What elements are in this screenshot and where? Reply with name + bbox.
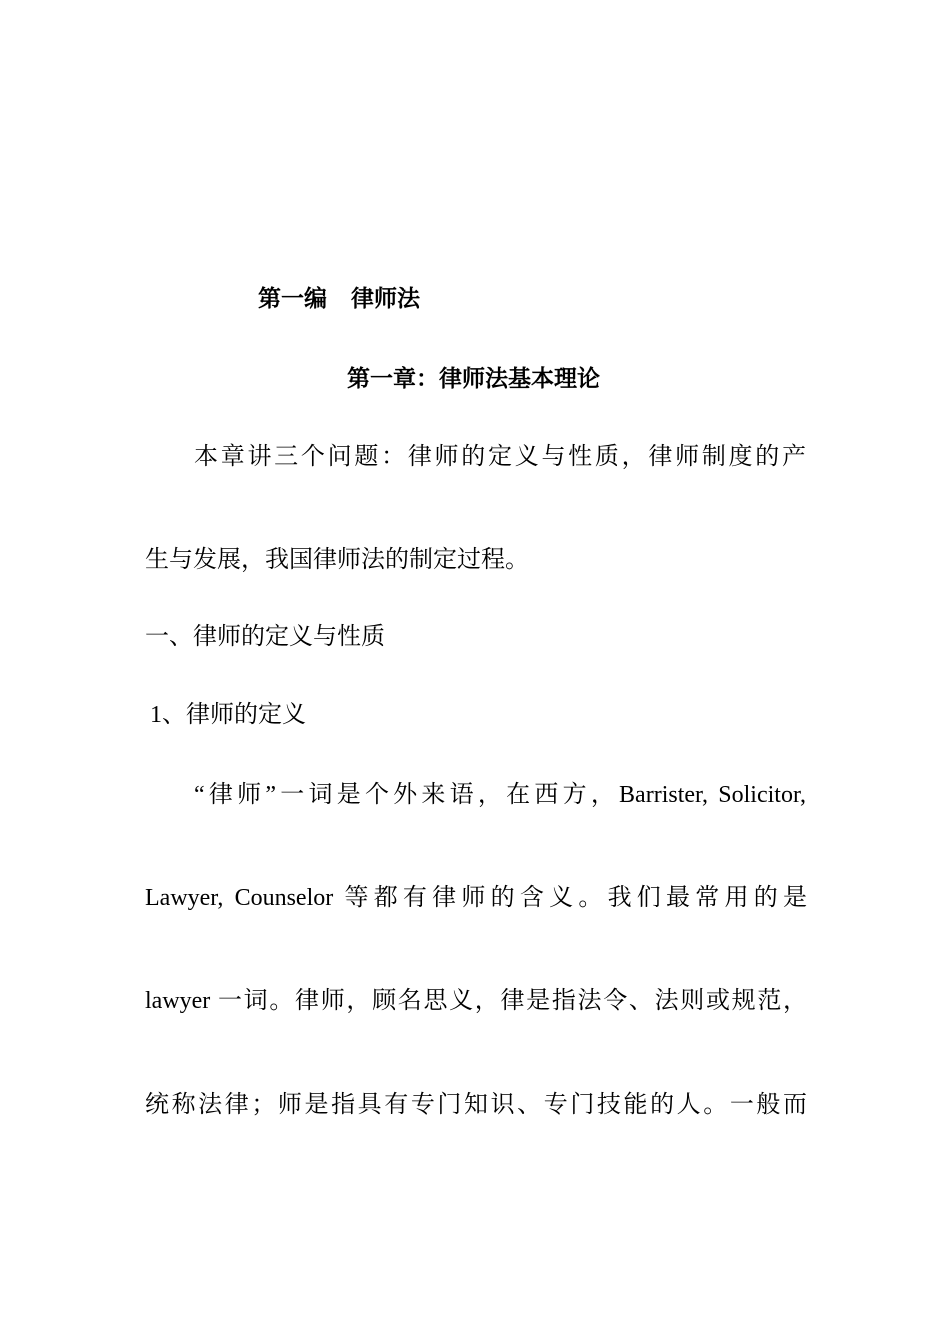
paragraph-line-2: Lawyer, Counselor 等都有律师的含义。我们最常用的是 <box>145 885 807 911</box>
subsection-heading: 1、律师的定义 <box>150 702 306 728</box>
paragraph-line-3: lawyer 一词。律师，顾名思义，律是指法令、法则或规范， <box>145 988 807 1014</box>
paragraph-line-1: “律师”一词是个外来语，在西方，Barrister, Solicitor, <box>194 782 806 808</box>
intro-line-1: 本章讲三个问题：律师的定义与性质，律师制度的产 <box>194 444 806 470</box>
part-title: 第一编 律师法 <box>258 286 421 312</box>
chapter-title: 第一章：律师法基本理论 <box>347 366 600 392</box>
intro-line-2: 生与发展，我国律师法的制定过程。 <box>145 547 529 573</box>
section-heading: 一、律师的定义与性质 <box>145 624 385 650</box>
paragraph-line-4: 统称法律；师是指具有专门知识、专门技能的人。一般而 <box>145 1092 807 1118</box>
